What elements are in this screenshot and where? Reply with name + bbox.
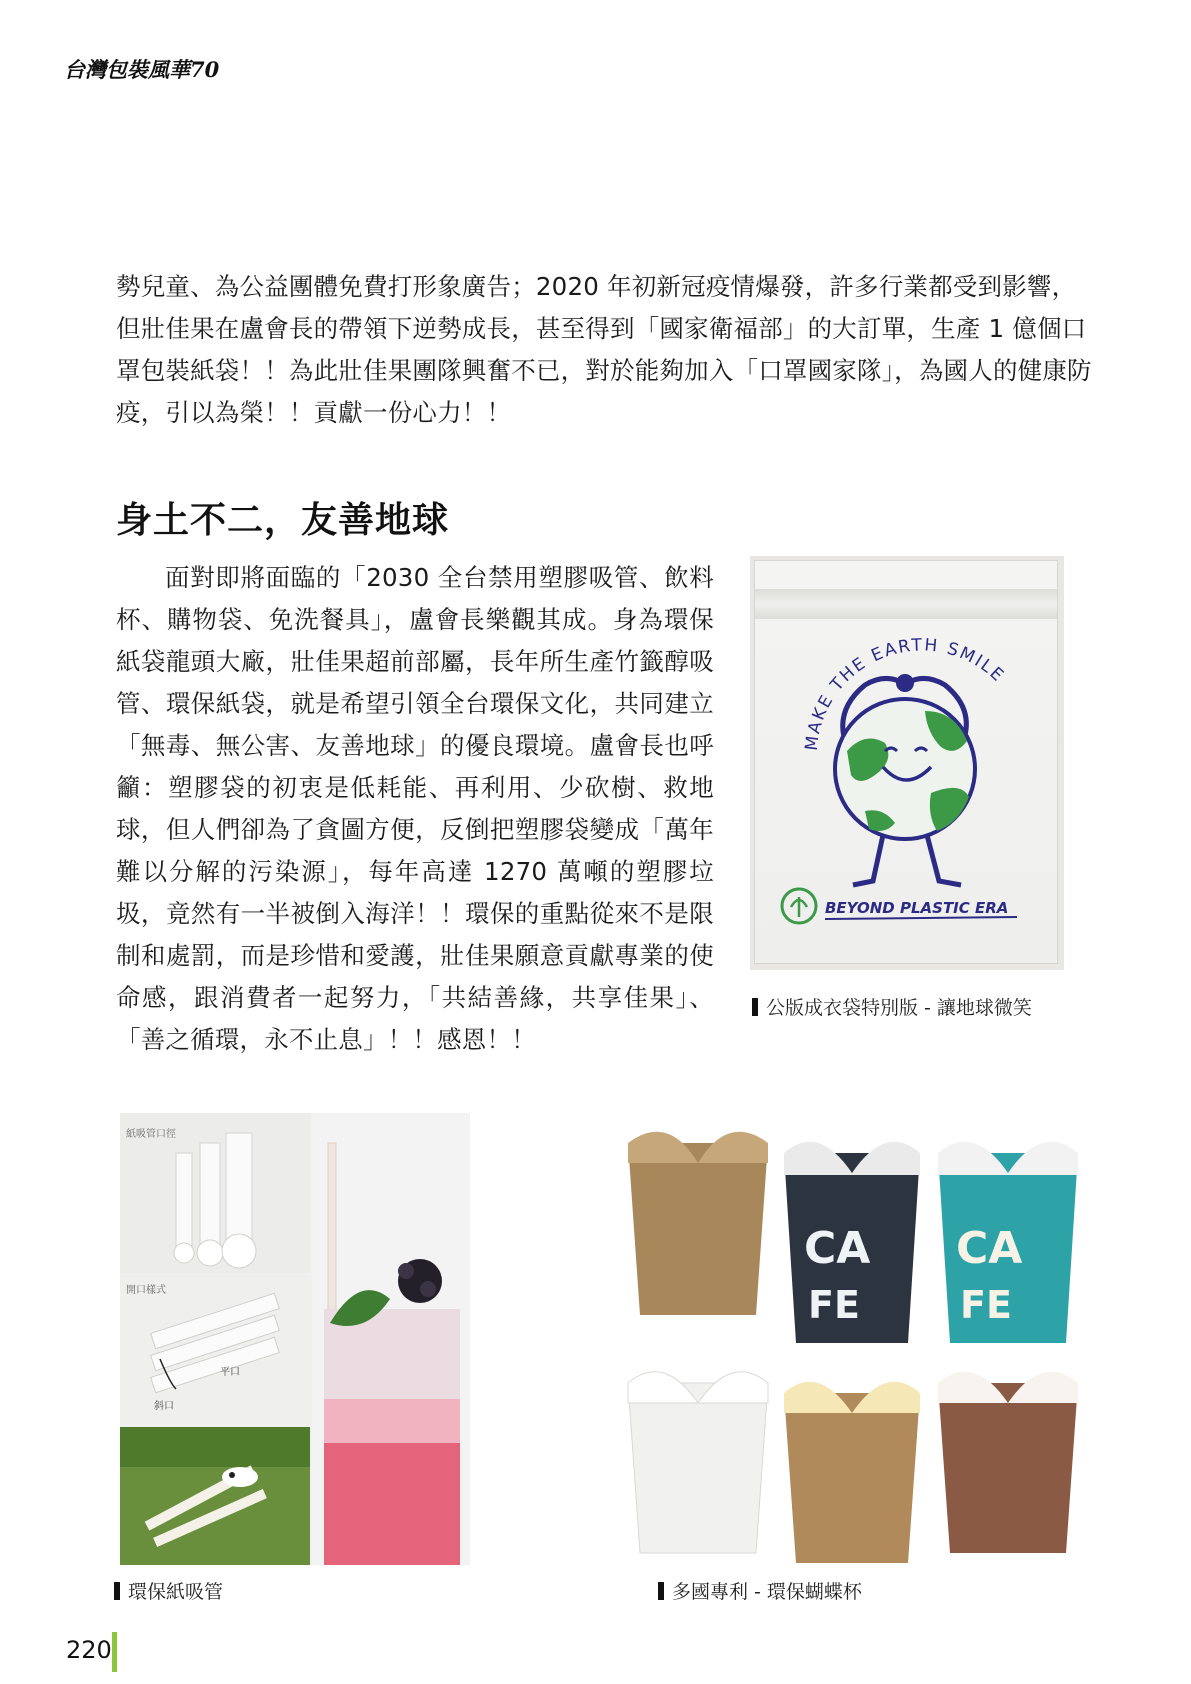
caption-marker bbox=[114, 1582, 120, 1600]
straw-label-slant: 斜口 bbox=[154, 1401, 174, 1412]
brown-cup bbox=[938, 1372, 1078, 1553]
straw-label-opening: 開口樣式 bbox=[126, 1285, 166, 1296]
dark-cup bbox=[784, 1142, 920, 1343]
bag-slogan: MAKE THE EARTH SMILE bbox=[801, 635, 1009, 752]
paper-bag bbox=[754, 560, 1058, 964]
bag-caption-text: 公版成衣袋特別版 - 讓地球微笑 bbox=[766, 997, 1032, 1019]
page-number: 220 bbox=[66, 1636, 112, 1664]
earth-smile-illustration bbox=[755, 561, 1057, 963]
butterfly-cup-photo bbox=[618, 1113, 1108, 1565]
body-paragraph-section: 面對即將面臨的「2030 全台禁用塑膠吸管、飲料杯、購物袋、免洗餐具」，盧會長樂觀其成。身為環保紙袋龍頭大廠，壯佳果超前部屬，長年所生產竹籤醇吸管、環保紙袋，就是希望引領全台環保文化，共同建立「無毒、無公害、友善地球」的優良環境。盧會長也呼籲：塑膠袋的初衷是低耗能、再利用、少砍樹、救地球，但人們卻為了貪圖方便，反倒把塑膠袋變成「萬年難以分解的污染源」，每年高達 1270 萬噸的塑膠垃圾，竟然有一半被倒入海洋！！環保的重點從來不是限制和處罰，而是珍惜和愛護，壯佳果願意貢獻專業的使命感，跟消費者一起努力，「共結善緣，共享佳果」、「善之循環，永不止息」！！感恩！！ bbox=[116, 563, 714, 1054]
white-cup bbox=[628, 1372, 768, 1553]
straw-caption-text: 環保紙吸管 bbox=[128, 1581, 224, 1603]
bag-brand: BEYOND PLASTIC ERA bbox=[825, 899, 1009, 917]
caption-marker bbox=[752, 998, 758, 1016]
body-paragraph-intro: 勢兒童、為公益團體免費打形象廣告；2020 年初新冠疫情爆發，許多行業都受到影響，但壯佳果在盧會長的帶領下逆勢成長，甚至得到「國家衛福部」的大訂單，生產 1 億個口罩包裝紙袋！！為此壯佳果團隊興奮不已，對於能夠加入「口罩國家隊」，為國人的健康防疫，引以為榮！！貢獻一份心力！！ bbox=[116, 272, 1092, 427]
cup-text-ca-teal: CA bbox=[956, 1223, 1023, 1274]
straw-collage bbox=[120, 1113, 470, 1565]
cup-text-ca: CA bbox=[804, 1223, 871, 1274]
caption-marker bbox=[658, 1582, 664, 1600]
page-number-bar bbox=[112, 1632, 117, 1672]
straw-label-flat: 平口 bbox=[220, 1367, 240, 1378]
paper-straw-photo bbox=[120, 1113, 470, 1565]
straw-label-diameter: 紙吸管口徑 bbox=[126, 1129, 176, 1140]
cup-collage bbox=[618, 1113, 1108, 1565]
running-title: 台灣包裝風華70 bbox=[64, 57, 220, 82]
cup-text-fe: FE bbox=[808, 1283, 860, 1327]
kraft-cup bbox=[628, 1132, 768, 1315]
cup-caption-text: 多國專利 - 環保蝴蝶杯 bbox=[672, 1581, 862, 1603]
bag-caption bbox=[752, 993, 1032, 1020]
teal-cup bbox=[938, 1142, 1078, 1343]
straw-caption bbox=[114, 1577, 223, 1604]
latte-cup bbox=[784, 1382, 920, 1563]
cup-caption bbox=[658, 1577, 862, 1604]
cup-text-fe-teal: FE bbox=[960, 1283, 1012, 1327]
section-heading: 身土不二，友善地球 bbox=[116, 500, 450, 541]
bag-photo bbox=[750, 556, 1064, 970]
